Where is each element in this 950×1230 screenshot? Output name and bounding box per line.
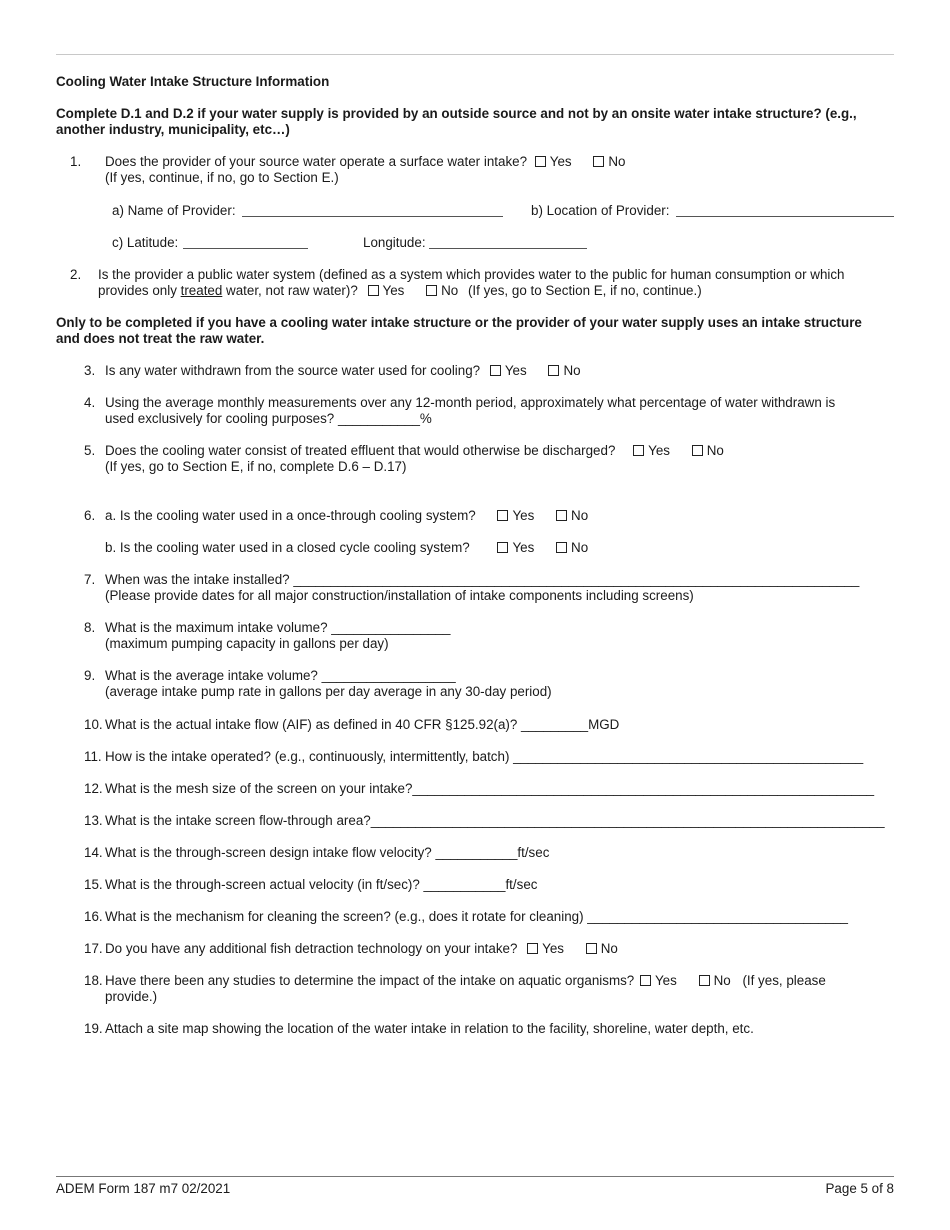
intro-line-1: Complete D.1 and D.2 if your water supply is provided by an outside source and not by an onsite water intake structure? (e.g., (56, 106, 857, 121)
q1-text: Does the provider of your source water operate a surface water intake? (105, 154, 528, 169)
q2-line2-pre: provides only (98, 283, 181, 298)
q18-after: (If yes, please (742, 973, 826, 988)
q2-line2-underlined: treated (180, 283, 223, 298)
q8-note: (maximum pumping capacity in gallons per day) (105, 636, 389, 651)
q3-yes-option[interactable] (490, 363, 527, 379)
q18-no-checkbox[interactable] (699, 975, 710, 986)
no-label: No (608, 154, 626, 169)
q3-number: 3. (84, 363, 96, 378)
q9-number: 9. (84, 668, 96, 683)
q3-no-checkbox[interactable] (548, 365, 559, 376)
q2-yes-checkbox[interactable] (368, 285, 379, 296)
intro2-line-1: Only to be completed if you have a cooling water intake structure or the provider of your water supply uses an intake structure (56, 315, 862, 330)
q2-number: 2. (70, 267, 82, 282)
intro-line-2: another industry, municipality, etc…) (56, 122, 290, 137)
q12-number: 12. (84, 781, 103, 796)
q16-number: 16. (84, 909, 103, 924)
q19-number: 19. (84, 1021, 103, 1036)
q6a-no-checkbox[interactable] (556, 510, 567, 521)
no-label: No (571, 540, 589, 555)
provider-name-label: a) Name of Provider: (112, 203, 236, 218)
q2-no-option[interactable] (426, 283, 458, 299)
q17-no-option[interactable] (586, 941, 618, 957)
q6b-text: b. Is the cooling water used in a closed cycle cooling system? (105, 540, 470, 555)
provider-location-field[interactable] (676, 216, 894, 217)
no-label: No (706, 443, 724, 458)
q2-line2-post: water, not raw water)? (222, 283, 358, 298)
yes-label: Yes (654, 973, 677, 988)
yes-label: Yes (382, 283, 405, 298)
q4-line-1: Using the average monthly measurements over any 12-month period, approximately what percentage of water withdrawn is (105, 395, 836, 410)
q2-after: (If yes, go to Section E, if no, continue.) (467, 283, 702, 298)
q3-row (105, 363, 599, 379)
q6a-yes-checkbox[interactable] (497, 510, 508, 521)
q17-no-checkbox[interactable] (586, 943, 597, 954)
q13-number: 13. (84, 813, 103, 828)
q18-yes-option[interactable] (640, 973, 677, 989)
q11-text[interactable]: How is the intake operated? (e.g., continuously, intermittently, batch) _______________________________________________ (105, 749, 864, 764)
q4-number: 4. (84, 395, 96, 410)
no-label: No (441, 283, 459, 298)
q9-text[interactable]: What is the average intake volume? __________________ (105, 668, 456, 683)
footer-form-id: ADEM Form 187 m7 02/2021 (56, 1181, 231, 1196)
provider-location-label: b) Location of Provider: (531, 203, 670, 218)
q19-text: Attach a site map showing the location of the water intake in relation to the facility, shoreline, water depth, etc. (105, 1021, 754, 1036)
q5-text: Does the cooling water consist of treated effluent that would otherwise be discharged? (105, 443, 616, 458)
q17-text: Do you have any additional fish detraction technology on your intake? (105, 941, 518, 956)
q3-yes-checkbox[interactable] (490, 365, 501, 376)
q6-number: 6. (84, 508, 96, 523)
longitude-label: Longitude: (363, 235, 426, 250)
q6a-row (105, 508, 606, 524)
no-label: No (713, 973, 731, 988)
latitude-field[interactable] (183, 248, 308, 249)
q1-number: 1. (70, 154, 82, 169)
q1-yes-checkbox[interactable] (535, 156, 546, 167)
q18-number: 18. (84, 973, 103, 988)
q2-no-checkbox[interactable] (426, 285, 437, 296)
q18-yes-checkbox[interactable] (640, 975, 651, 986)
q17-yes-checkbox[interactable] (527, 943, 538, 954)
provider-name-field[interactable] (242, 216, 503, 217)
q11-number: 11. (84, 749, 102, 764)
intro2-line-2: and does not treat the raw water. (56, 331, 265, 346)
no-label: No (600, 941, 618, 956)
yes-label: Yes (504, 363, 527, 378)
q2-yes-option[interactable] (368, 283, 405, 299)
q14-text[interactable]: What is the through-screen design intake flow velocity? ___________ft/sec (105, 845, 550, 860)
q17-row (105, 941, 636, 957)
q5-note: (If yes, go to Section E, if no, complete D.6 – D.17) (105, 459, 407, 474)
q5-number: 5. (84, 443, 96, 458)
no-label: No (563, 363, 581, 378)
top-divider (56, 54, 894, 55)
q6b-no-checkbox[interactable] (556, 542, 567, 553)
q7-number: 7. (84, 572, 96, 587)
q2-row (98, 283, 702, 299)
q5-yes-checkbox[interactable] (633, 445, 644, 456)
q3-no-option[interactable] (548, 363, 580, 379)
latitude-label: c) Latitude: (112, 235, 179, 250)
q1-yes-option[interactable] (535, 154, 572, 170)
no-label: No (571, 508, 589, 523)
section-title: Cooling Water Intake Structure Information (56, 74, 330, 89)
q13-text[interactable]: What is the intake screen flow-through area?_____________________________________________________________________ (105, 813, 885, 828)
q15-text[interactable]: What is the through-screen actual velocity (in ft/sec)? ___________ft/sec (105, 877, 538, 892)
q6a-text: a. Is the cooling water used in a once-through cooling system? (105, 508, 476, 523)
q7-note: (Please provide dates for all major construction/installation of intake components including screens) (105, 588, 694, 603)
q1-no-option[interactable] (593, 154, 625, 170)
q18-text: Have there been any studies to determine the impact of the intake on aquatic organisms? (105, 973, 635, 988)
q1-note: (If yes, continue, if no, go to Section E.) (105, 170, 339, 185)
q6a-yes-option[interactable] (497, 508, 534, 524)
q14-number: 14. (84, 845, 103, 860)
q18-no-option[interactable] (699, 973, 731, 989)
q17-yes-option[interactable] (527, 941, 564, 957)
longitude-field[interactable] (429, 248, 587, 249)
yes-label: Yes (549, 154, 572, 169)
q6b-no-option[interactable] (556, 540, 588, 556)
q1-no-checkbox[interactable] (593, 156, 604, 167)
footer-divider (56, 1176, 894, 1177)
q6b-yes-checkbox[interactable] (497, 542, 508, 553)
q1-row (105, 154, 643, 170)
q7-text[interactable]: When was the intake installed? ____________________________________________________________________________ (105, 572, 860, 587)
footer-page-number: Page 5 of 8 (825, 1181, 894, 1196)
q5-row (105, 443, 742, 459)
q2-line-1: Is the provider a public water system (defined as a system which provides water to the public for human consumption or which (98, 267, 845, 282)
q10-text[interactable]: What is the actual intake flow (AIF) as defined in 40 CFR §125.92(a)? _________MGD (105, 717, 620, 732)
q6a-no-option[interactable] (556, 508, 588, 524)
q8-text[interactable]: What is the maximum intake volume? ________________ (105, 620, 451, 635)
q16-text[interactable]: What is the mechanism for cleaning the screen? (e.g., does it rotate for cleaning) ___________________________________ (105, 909, 848, 924)
q3-text: Is any water withdrawn from the source water used for cooling? (105, 363, 481, 378)
q5-no-checkbox[interactable] (692, 445, 703, 456)
q5-yes-option[interactable] (633, 443, 670, 459)
q18-line-2: provide.) (105, 989, 158, 1004)
yes-label: Yes (512, 540, 535, 555)
yes-label: Yes (542, 941, 564, 956)
q8-number: 8. (84, 620, 96, 635)
q9-note: (average intake pump rate in gallons per day average in any 30-day period) (105, 684, 552, 699)
q17-number: 17. (84, 941, 103, 956)
q6b-yes-option[interactable] (497, 540, 534, 556)
yes-label: Yes (648, 443, 670, 458)
q4-line-2: used exclusively for cooling purposes? ___________% (105, 411, 432, 426)
q12-text[interactable]: What is the mesh size of the screen on your intake?______________________________________________________________ (105, 781, 875, 796)
q15-number: 15. (84, 877, 103, 892)
q6b-row (105, 540, 606, 556)
yes-label: Yes (512, 508, 535, 523)
q10-number: 10. (84, 717, 103, 732)
q5-no-option[interactable] (692, 443, 724, 459)
q18-row (105, 973, 826, 989)
